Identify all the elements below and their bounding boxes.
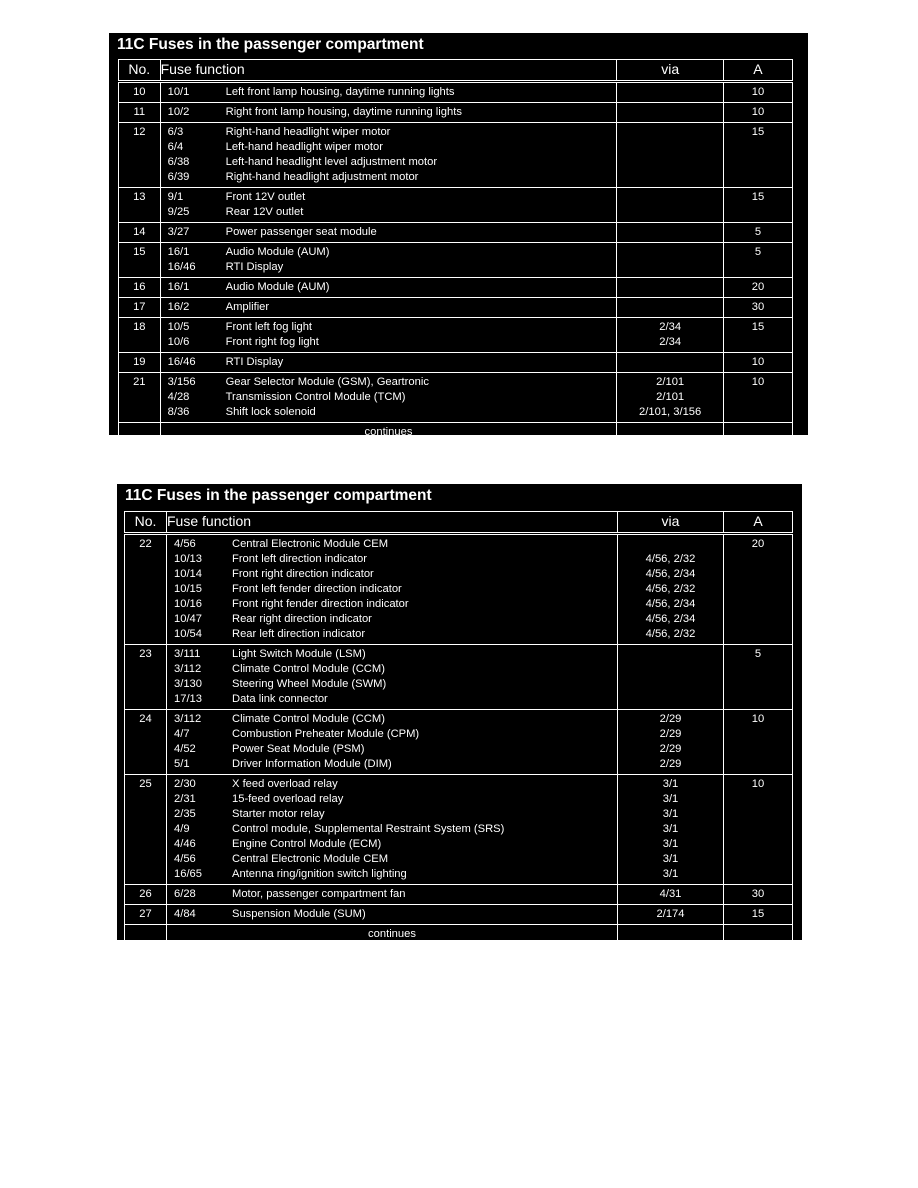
- fuse-function-line: [161, 375, 617, 390]
- component-ref: 2/30: [174, 778, 196, 790]
- component-ref: 6/28: [174, 888, 196, 900]
- fuse-function-cell: [160, 318, 617, 353]
- amperage: 30: [724, 885, 793, 905]
- fuse-function-line: [167, 677, 617, 692]
- amperage: 10: [724, 775, 793, 885]
- fuse-function-line: [161, 155, 617, 170]
- empty-cell: [119, 423, 161, 443]
- via-cell: [617, 353, 724, 373]
- fuse-function-line: [167, 662, 617, 677]
- amperage: 10: [723, 82, 792, 103]
- amperage: 5: [724, 645, 793, 710]
- component-description: RTI Display: [225, 261, 284, 273]
- fuse-function-line: [167, 612, 617, 627]
- component-description: Driver Information Module (DIM): [232, 758, 392, 770]
- via-cell: [617, 298, 724, 318]
- fuse-function-line: [167, 552, 617, 567]
- via-value: 2/34: [659, 336, 682, 348]
- component-ref: 3/112: [174, 713, 202, 725]
- component-description: Right-hand headlight wiper motor: [225, 126, 391, 138]
- fuse-function-line: [167, 582, 617, 597]
- fuse-function-line: [167, 742, 617, 757]
- table-row: [119, 123, 793, 188]
- component-ref: 4/56: [174, 853, 196, 865]
- component-description: Front right fender direction indicator: [232, 598, 409, 610]
- fuse-function-line: [161, 140, 617, 155]
- fuse-function-line: [161, 85, 617, 100]
- fuse-function-line: [161, 300, 617, 315]
- fuse-number: 17: [119, 298, 161, 318]
- fuse-function-line: [161, 225, 617, 240]
- component-description: Front left fender direction indicator: [232, 583, 402, 595]
- component-description: Climate Control Module (CCM): [232, 663, 385, 675]
- fuse-function-line: [167, 537, 617, 552]
- empty-cell: [723, 423, 792, 443]
- component-description: Motor, passenger compartment fan: [232, 888, 406, 900]
- via-cell: [618, 885, 724, 905]
- via-cell: [617, 278, 724, 298]
- component-description: Power passenger seat module: [225, 226, 377, 238]
- fuse-number: 11: [119, 103, 161, 123]
- via-value: [617, 260, 723, 275]
- amperage: 5: [723, 223, 792, 243]
- fuse-function-cell: [167, 905, 618, 925]
- fuse-function-line: [167, 727, 617, 742]
- component-description: Front right fog light: [225, 336, 319, 348]
- via-cell: [617, 223, 724, 243]
- panel-title: 11C Fuses in the passenger compartment: [117, 36, 424, 53]
- fuse-function-line: [161, 390, 617, 405]
- via-value: [617, 125, 723, 140]
- table-row: [119, 103, 793, 123]
- via-value: [617, 205, 723, 220]
- fuse-number: 26: [125, 885, 167, 905]
- via-value: 4/56, 2/32: [645, 553, 696, 565]
- fuse-function-line: [161, 170, 617, 185]
- component-description: Data link connector: [232, 693, 328, 705]
- component-ref: 6/38: [167, 156, 190, 168]
- via-cell: [617, 123, 724, 188]
- table-row: [119, 298, 793, 318]
- fuse-function-line: [167, 867, 617, 882]
- amperage: 20: [724, 534, 793, 645]
- component-ref: 10/16: [174, 598, 202, 610]
- component-description: Central Electronic Module CEM: [232, 853, 389, 865]
- amperage: 15: [723, 318, 792, 353]
- fuse-function-line: [161, 245, 617, 260]
- table-row: [125, 710, 793, 775]
- via-value: [617, 140, 723, 155]
- via-value: 2/29: [659, 728, 682, 740]
- component-ref: 10/2: [167, 106, 190, 118]
- continues-label: continues: [160, 423, 617, 443]
- component-description: 15-feed overload relay: [232, 793, 344, 805]
- table-row: [125, 775, 793, 885]
- component-ref: 10/1: [167, 86, 190, 98]
- empty-cell: [125, 925, 167, 945]
- header-fuse-function: Fuse function: [167, 512, 618, 534]
- component-ref: 4/84: [174, 908, 196, 920]
- fuse-number: 21: [119, 373, 161, 423]
- component-description: RTI Display: [225, 356, 284, 368]
- via-value: [617, 85, 723, 100]
- amperage: 15: [724, 905, 793, 925]
- header-amperage: A: [723, 60, 792, 82]
- component-description: Power Seat Module (PSM): [232, 743, 365, 755]
- via-value: 2/101: [656, 376, 685, 388]
- empty-cell: [618, 925, 724, 945]
- component-description: Front 12V outlet: [225, 191, 306, 203]
- component-ref: 10/13: [174, 553, 202, 565]
- header-no: No.: [125, 512, 167, 534]
- component-ref: 10/6: [167, 336, 190, 348]
- component-ref: 6/39: [167, 171, 190, 183]
- fuse-function-line: [167, 712, 617, 727]
- via-value: [617, 280, 723, 295]
- header-amperage: A: [724, 512, 793, 534]
- component-ref: 3/112: [174, 663, 202, 675]
- amperage: 20: [723, 278, 792, 298]
- table-row: [119, 353, 793, 373]
- component-description: Control module, Supplemental Restraint System (SRS): [232, 823, 505, 835]
- component-ref: 17/13: [174, 693, 202, 705]
- component-ref: 6/4: [167, 141, 184, 153]
- via-cell: [618, 905, 724, 925]
- via-value: [617, 170, 723, 185]
- fuse-function-line: [167, 627, 617, 642]
- via-value: 4/56, 2/34: [645, 613, 696, 625]
- fuse-function-cell: [160, 188, 617, 223]
- amperage: 15: [723, 188, 792, 223]
- via-value: [617, 300, 723, 315]
- via-value: 2/29: [659, 713, 682, 725]
- via-value: 3/1: [662, 808, 679, 820]
- via-cell: [617, 103, 724, 123]
- fuse-function-cell: [160, 298, 617, 318]
- fuse-function-line: [161, 190, 617, 205]
- fuse-number: 23: [125, 645, 167, 710]
- fuse-table-panel-1: [109, 33, 808, 438]
- component-description: Suspension Module (SUM): [232, 908, 366, 920]
- table-row: [119, 188, 793, 223]
- fuse-function-line: [167, 692, 617, 707]
- fuse-function-line: [167, 807, 617, 822]
- via-value: [617, 245, 723, 260]
- fuse-function-line: [161, 355, 617, 370]
- component-ref: 4/28: [167, 391, 190, 403]
- fuse-function-line: [167, 852, 617, 867]
- via-value: 3/1: [662, 778, 679, 790]
- via-value: 2/101: [656, 391, 685, 403]
- via-cell: [617, 188, 724, 223]
- table-row: [125, 905, 793, 925]
- fuse-function-line: [167, 907, 617, 922]
- via-value: 3/1: [662, 838, 679, 850]
- component-description: X feed overload relay: [232, 778, 338, 790]
- fuse-number: 24: [125, 710, 167, 775]
- empty-cell: [617, 423, 724, 443]
- component-description: Shift lock solenoid: [225, 406, 316, 418]
- fuse-number: 25: [125, 775, 167, 885]
- table-row: [119, 318, 793, 353]
- via-cell: [617, 318, 724, 353]
- fuse-number: 14: [119, 223, 161, 243]
- fuse-function-cell: [167, 534, 618, 645]
- component-description: Climate Control Module (CCM): [232, 713, 385, 725]
- fuse-number: 18: [119, 318, 161, 353]
- component-description: Audio Module (AUM): [225, 246, 330, 258]
- via-value: [617, 225, 723, 240]
- header-via: via: [618, 512, 724, 534]
- table-header-row: [119, 60, 793, 82]
- component-description: Central Electronic Module CEM: [232, 538, 389, 550]
- fuse-function-line: [167, 822, 617, 837]
- component-ref: 9/1: [167, 191, 184, 203]
- fuse-function-line: [161, 260, 617, 275]
- fuse-table: [118, 59, 793, 443]
- component-description: Left front lamp housing, daytime running lights: [225, 86, 455, 98]
- via-value: [617, 105, 723, 120]
- fuse-number: 15: [119, 243, 161, 278]
- panel-title: 11C Fuses in the passenger compartment: [125, 487, 432, 504]
- component-description: Steering Wheel Module (SWM): [232, 678, 387, 690]
- via-cell: [617, 82, 724, 103]
- via-value: 3/1: [662, 823, 679, 835]
- header-via: via: [617, 60, 724, 82]
- fuse-function-cell: [160, 278, 617, 298]
- via-cell: [617, 243, 724, 278]
- component-ref: 10/15: [174, 583, 202, 595]
- table-row: [119, 278, 793, 298]
- header-no: No.: [119, 60, 161, 82]
- fuse-function-cell: [167, 775, 618, 885]
- table-row: [125, 645, 793, 710]
- fuse-function-cell: [167, 710, 618, 775]
- component-description: Front left direction indicator: [232, 553, 367, 565]
- fuse-function-line: [161, 405, 617, 420]
- empty-cell: [724, 925, 793, 945]
- table-row: [125, 534, 793, 645]
- via-value: [618, 647, 723, 662]
- component-description: Light Switch Module (LSM): [232, 648, 366, 660]
- fuse-function-cell: [160, 243, 617, 278]
- via-value: [618, 662, 723, 677]
- component-description: Amplifier: [225, 301, 270, 313]
- component-ref: 9/25: [167, 206, 190, 218]
- component-description: Transmission Control Module (TCM): [225, 391, 406, 403]
- component-description: Front right direction indicator: [232, 568, 374, 580]
- fuse-function-line: [167, 837, 617, 852]
- component-ref: 4/7: [174, 728, 190, 740]
- component-description: Antenna ring/ignition switch lighting: [232, 868, 407, 880]
- via-value: 4/31: [659, 888, 682, 900]
- fuse-function-line: [167, 757, 617, 772]
- component-ref: 4/46: [174, 838, 196, 850]
- fuse-function-line: [161, 105, 617, 120]
- fuse-function-cell: [160, 353, 617, 373]
- fuse-function-line: [167, 567, 617, 582]
- via-cell: [618, 534, 724, 645]
- amperage: 10: [724, 710, 793, 775]
- continues-row: [125, 925, 793, 945]
- fuse-function-cell: [160, 223, 617, 243]
- component-description: Rear right direction indicator: [232, 613, 372, 625]
- fuse-function-line: [167, 777, 617, 792]
- component-description: Gear Selector Module (GSM), Geartronic: [225, 376, 429, 388]
- amperage: 15: [723, 123, 792, 188]
- component-ref: 3/111: [174, 648, 201, 660]
- via-value: [617, 355, 723, 370]
- fuse-function-cell: [160, 373, 617, 423]
- amperage: 10: [723, 103, 792, 123]
- component-ref: 3/130: [174, 678, 202, 690]
- fuse-number: 27: [125, 905, 167, 925]
- amperage: 10: [723, 373, 792, 423]
- amperage: 30: [723, 298, 792, 318]
- fuse-function-line: [161, 205, 617, 220]
- via-value: [618, 692, 723, 707]
- fuse-number: 22: [125, 534, 167, 645]
- table-row: [119, 243, 793, 278]
- component-ref: 3/27: [167, 226, 190, 238]
- table-row: [125, 885, 793, 905]
- fuse-function-cell: [160, 82, 617, 103]
- component-description: Rear 12V outlet: [225, 206, 304, 218]
- component-ref: 16/46: [167, 261, 196, 273]
- fuse-function-cell: [167, 645, 618, 710]
- via-value: [618, 537, 723, 552]
- via-value: [617, 155, 723, 170]
- fuse-table-panel-2: [117, 484, 802, 940]
- continues-label: continues: [167, 925, 618, 945]
- component-description: Right-hand headlight adjustment motor: [225, 171, 419, 183]
- fuse-table: [124, 511, 793, 945]
- continues-row: [119, 423, 793, 443]
- via-value: 2/29: [659, 758, 682, 770]
- component-ref: 16/65: [174, 868, 202, 880]
- component-description: Engine Control Module (ECM): [232, 838, 382, 850]
- component-description: Audio Module (AUM): [225, 281, 330, 293]
- component-ref: 4/56: [174, 538, 196, 550]
- component-ref: 16/1: [167, 246, 190, 258]
- via-value: 3/1: [662, 793, 679, 805]
- component-ref: 10/5: [167, 321, 190, 333]
- amperage: 5: [723, 243, 792, 278]
- component-ref: 2/31: [174, 793, 196, 805]
- via-value: [617, 190, 723, 205]
- component-ref: 8/36: [167, 406, 190, 418]
- component-ref: 10/47: [174, 613, 202, 625]
- via-value: 2/174: [656, 908, 685, 920]
- fuse-function-line: [161, 280, 617, 295]
- component-description: Left-hand headlight wiper motor: [225, 141, 383, 153]
- component-ref: 2/35: [174, 808, 196, 820]
- via-value: 4/56, 2/32: [645, 583, 696, 595]
- header-fuse-function: Fuse function: [160, 60, 617, 82]
- via-value: 4/56, 2/34: [645, 568, 696, 580]
- via-value: 4/56, 2/34: [645, 598, 696, 610]
- via-cell: [617, 373, 724, 423]
- component-ref: 16/46: [167, 356, 196, 368]
- table-row: [119, 223, 793, 243]
- fuse-number: 16: [119, 278, 161, 298]
- component-description: Left-hand headlight level adjustment motor: [225, 156, 438, 168]
- via-value: 3/1: [662, 853, 679, 865]
- fuse-function-line: [161, 320, 617, 335]
- fuse-function-line: [167, 647, 617, 662]
- amperage: 10: [723, 353, 792, 373]
- table-row: [119, 373, 793, 423]
- fuse-function-line: [167, 792, 617, 807]
- via-cell: [618, 775, 724, 885]
- via-value: 2/34: [659, 321, 682, 333]
- component-ref: 16/2: [167, 301, 190, 313]
- table-header-row: [125, 512, 793, 534]
- component-description: Starter motor relay: [232, 808, 325, 820]
- component-ref: 10/54: [174, 628, 202, 640]
- fuse-number: 19: [119, 353, 161, 373]
- fuse-function-line: [161, 125, 617, 140]
- via-value: [618, 677, 723, 692]
- fuse-number: 13: [119, 188, 161, 223]
- component-description: Right front lamp housing, daytime running lights: [225, 106, 462, 118]
- via-cell: [618, 710, 724, 775]
- component-ref: 16/1: [167, 281, 190, 293]
- component-ref: 3/156: [167, 376, 196, 388]
- fuse-number: 10: [119, 82, 161, 103]
- fuse-function-cell: [160, 123, 617, 188]
- component-description: Front left fog light: [225, 321, 313, 333]
- via-value: 2/29: [659, 743, 682, 755]
- component-ref: 6/3: [167, 126, 184, 138]
- component-description: Rear left direction indicator: [232, 628, 366, 640]
- component-ref: 10/14: [174, 568, 202, 580]
- fuse-function-line: [167, 887, 617, 902]
- via-value: 4/56, 2/32: [645, 628, 696, 640]
- via-cell: [618, 645, 724, 710]
- component-ref: 4/52: [174, 743, 196, 755]
- component-ref: 5/1: [174, 758, 190, 770]
- table-row: [119, 82, 793, 103]
- fuse-function-cell: [167, 885, 618, 905]
- component-description: Combustion Preheater Module (CPM): [232, 728, 420, 740]
- via-value: 2/101, 3/156: [639, 406, 702, 418]
- fuse-function-cell: [160, 103, 617, 123]
- fuse-function-line: [167, 597, 617, 612]
- fuse-number: 12: [119, 123, 161, 188]
- component-ref: 4/9: [174, 823, 190, 835]
- via-value: 3/1: [662, 868, 679, 880]
- fuse-function-line: [161, 335, 617, 350]
